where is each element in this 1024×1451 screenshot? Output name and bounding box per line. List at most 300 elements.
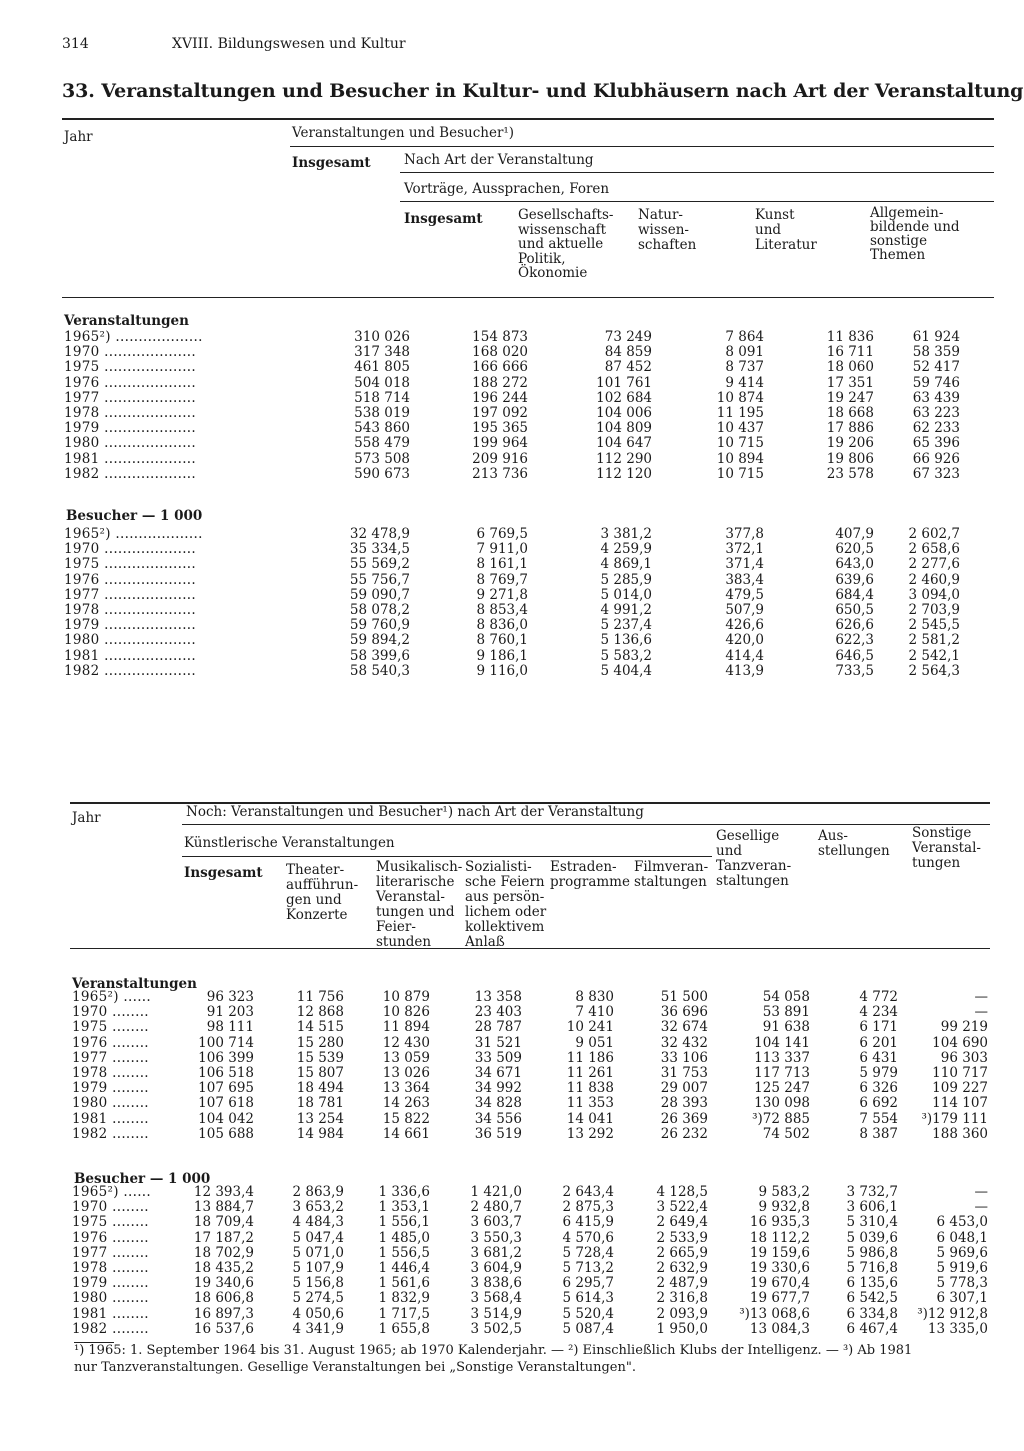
t1-header-c2: Gesellschafts- wissenschaft und aktuelle Politik, Ökonomie: [518, 207, 614, 281]
value-cell: 99 219: [940, 1019, 988, 1036]
value-cell: 8 769,7: [476, 571, 528, 588]
year-cell: 1980 ........: [72, 1095, 149, 1112]
table-row: [64, 618, 960, 633]
value-cell: 11 894: [382, 1019, 430, 1036]
value-cell: 5 520,4: [562, 1305, 614, 1322]
year-cell: 1978 ....................: [64, 602, 196, 619]
value-cell: 112 290: [596, 450, 652, 467]
value-cell: 2 533,9: [656, 1229, 708, 1246]
value-cell: 5 107,9: [292, 1260, 344, 1277]
value-cell: 2 649,4: [656, 1214, 708, 1231]
value-cell: 5 404,4: [600, 662, 652, 679]
value-cell: 18 435,2: [193, 1260, 254, 1277]
t2-section-besucher: Besucher — 1 000: [74, 1171, 211, 1187]
value-cell: 504 018: [354, 374, 410, 391]
value-cell: 166 666: [472, 359, 528, 376]
value-cell: 2 632,9: [656, 1260, 708, 1277]
table-row: [64, 557, 960, 572]
year-cell: 1980 ....................: [64, 435, 196, 452]
value-cell: 113 337: [754, 1049, 810, 1066]
value-cell: 12 868: [296, 1004, 344, 1021]
value-cell: 5 136,6: [600, 632, 652, 649]
value-cell: 11 195: [716, 405, 764, 422]
value-cell: 19 677,7: [749, 1290, 810, 1307]
value-cell: 3 514,9: [470, 1305, 522, 1322]
table-row: [72, 1246, 988, 1261]
t1-header-top: Veranstaltungen und Besucher¹): [292, 125, 515, 141]
value-cell: 197 092: [472, 405, 528, 422]
value-cell: 209 916: [472, 450, 528, 467]
value-cell: 5 969,6: [936, 1244, 988, 1261]
year-cell: 1979 ....................: [64, 617, 196, 634]
value-cell: 19 670,4: [749, 1275, 810, 1292]
value-cell: 73 249: [604, 329, 652, 345]
year-cell: 1980 ....................: [64, 632, 196, 649]
value-cell: 105 688: [198, 1125, 254, 1142]
t1-header-bottom-rule: [62, 297, 994, 298]
value-cell: 7 911,0: [476, 541, 528, 558]
t1-header-vortraege: Vorträge, Aussprachen, Foren: [404, 181, 610, 197]
value-cell: 6 453,0: [936, 1214, 988, 1231]
value-cell: 3 094,0: [908, 586, 960, 603]
value-cell: ³)72 885: [752, 1110, 810, 1127]
value-cell: 107 695: [198, 1080, 254, 1097]
t1-top-rule: [62, 118, 994, 120]
t2-header-kuenstlerische: Künstlerische Veranstaltungen: [184, 835, 395, 851]
value-cell: 4 259,9: [600, 541, 652, 558]
year-cell: 1978 ........: [72, 1260, 149, 1277]
t2-header-c4: Sozialisti- sche Feiern aus persön- lichem oder kollektivem Anlaß: [465, 859, 547, 950]
value-cell: 3 522,4: [656, 1199, 708, 1216]
value-cell: 8 853,4: [476, 602, 528, 619]
value-cell: 28 787: [474, 1019, 522, 1036]
t2-table-veranstaltungen: [72, 990, 988, 1142]
value-cell: 6 135,6: [846, 1275, 898, 1292]
t1-header-jahr: Jahr: [64, 129, 93, 145]
value-cell: 2 665,9: [656, 1244, 708, 1261]
value-cell: 11 756: [296, 989, 344, 1005]
table-row: [72, 1081, 988, 1096]
value-cell: 372,1: [725, 541, 764, 558]
year-cell: 1979 ........: [72, 1275, 149, 1292]
value-cell: 59 746: [912, 374, 960, 391]
year-cell: 1977 ........: [72, 1244, 149, 1261]
value-cell: 32 674: [660, 1019, 708, 1036]
value-cell: 34 828: [474, 1095, 522, 1112]
t1-header-c3: Natur- wissen- schaften: [638, 207, 697, 253]
value-cell: 310 026: [354, 329, 410, 345]
table-row: [72, 1307, 988, 1322]
t1-table-besucher: [64, 527, 960, 679]
t1-rule-c: [400, 201, 994, 202]
table-row: [64, 406, 960, 421]
t2-header-c9: Sonstige Veranstal- tungen: [912, 825, 981, 871]
value-cell: 34 671: [474, 1065, 522, 1082]
value-cell: 188 360: [932, 1125, 988, 1142]
t1-rule-a: [290, 146, 994, 147]
value-cell: 5 039,6: [846, 1229, 898, 1246]
value-cell: 51 500: [660, 989, 708, 1005]
value-cell: 18 606,8: [193, 1290, 254, 1307]
value-cell: 14 263: [382, 1095, 430, 1112]
table-row: [72, 1005, 988, 1020]
value-cell: 3 838,6: [470, 1275, 522, 1292]
value-cell: 377,8: [725, 526, 764, 542]
value-cell: 9 414: [725, 374, 764, 391]
table-row: [72, 1036, 988, 1051]
value-cell: 16 897,3: [193, 1305, 254, 1322]
value-cell: 3 604,9: [470, 1260, 522, 1277]
value-cell: 3 381,2: [600, 526, 652, 542]
value-cell: 5 583,2: [600, 647, 652, 664]
value-cell: 5 979: [859, 1065, 898, 1082]
year-cell: 1970 ....................: [64, 344, 196, 361]
value-cell: 2 658,6: [908, 541, 960, 558]
t2-rule-b: [182, 856, 712, 857]
value-cell: 16 711: [826, 344, 874, 361]
value-cell: 17 187,2: [193, 1229, 254, 1246]
table-row: [72, 990, 988, 1005]
value-cell: 59 760,9: [349, 617, 410, 634]
value-cell: 1 421,0: [470, 1184, 522, 1200]
table-row: [64, 603, 960, 618]
value-cell: 17 886: [826, 420, 874, 437]
year-cell: 1975 ....................: [64, 556, 196, 573]
year-cell: 1965²) ......: [72, 1184, 151, 1200]
value-cell: 104 006: [596, 405, 652, 422]
value-cell: 2 581,2: [908, 632, 960, 649]
value-cell: 14 661: [382, 1125, 430, 1142]
value-cell: 33 106: [660, 1049, 708, 1066]
value-cell: 10 894: [716, 450, 764, 467]
value-cell: 18 494: [296, 1080, 344, 1097]
value-cell: 63 223: [912, 405, 960, 422]
year-cell: 1978 ....................: [64, 405, 196, 422]
value-cell: 18 060: [826, 359, 874, 376]
t2-header-c8: Aus- stellungen: [818, 828, 890, 859]
value-cell: 11 353: [566, 1095, 614, 1112]
value-cell: 3 568,4: [470, 1290, 522, 1307]
value-cell: 5 614,3: [562, 1290, 614, 1307]
value-cell: 2 602,7: [908, 526, 960, 542]
value-cell: 100 714: [198, 1034, 254, 1051]
value-cell: 4 050,6: [292, 1305, 344, 1322]
value-cell: 9 583,2: [758, 1184, 810, 1200]
value-cell: 2 542,1: [908, 647, 960, 664]
value-cell: 371,4: [725, 556, 764, 573]
value-cell: 16 935,3: [749, 1214, 810, 1231]
value-cell: 6 692: [859, 1095, 898, 1112]
value-cell: 52 417: [912, 359, 960, 376]
value-cell: 5 986,8: [846, 1244, 898, 1261]
value-cell: 114 107: [932, 1095, 988, 1112]
t1-table-veranstaltungen: [64, 330, 960, 482]
value-cell: 8 830: [575, 989, 614, 1005]
value-cell: ³)12 912,8: [917, 1305, 988, 1322]
year-cell: 1981 ........: [72, 1110, 149, 1127]
value-cell: 407,9: [835, 526, 874, 542]
value-cell: 620,5: [835, 541, 874, 558]
value-cell: 18 112,2: [749, 1229, 810, 1246]
value-cell: 65 396: [912, 435, 960, 452]
value-cell: 1 950,0: [656, 1320, 708, 1337]
value-cell: 19 247: [826, 389, 874, 406]
value-cell: 1 353,1: [378, 1199, 430, 1216]
value-cell: 4 991,2: [600, 602, 652, 619]
year-cell: 1965²) ...................: [64, 526, 203, 542]
table-row: [72, 1066, 988, 1081]
value-cell: 61 924: [912, 329, 960, 345]
value-cell: 14 515: [296, 1019, 344, 1036]
year-cell: 1976 ....................: [64, 374, 196, 391]
value-cell: 8 737: [725, 359, 764, 376]
value-cell: 3 603,7: [470, 1214, 522, 1231]
table-row: [64, 649, 960, 664]
value-cell: 479,5: [725, 586, 764, 603]
value-cell: 29 007: [660, 1080, 708, 1097]
table-row: [64, 452, 960, 467]
value-cell: 23 403: [474, 1004, 522, 1021]
value-cell: 102 684: [596, 389, 652, 406]
value-cell: 5 014,0: [600, 586, 652, 603]
year-cell: 1970 ....................: [64, 541, 196, 558]
value-cell: 4 869,1: [600, 556, 652, 573]
value-cell: 26 232: [660, 1125, 708, 1142]
year-cell: 1970 ........: [72, 1004, 149, 1021]
value-cell: 573 508: [354, 450, 410, 467]
value-cell: 1 485,0: [378, 1229, 430, 1246]
value-cell: 55 569,2: [349, 556, 410, 573]
value-cell: 195 365: [472, 420, 528, 437]
year-cell: 1982 ........: [72, 1320, 149, 1337]
table-row: [72, 1261, 988, 1276]
value-cell: 6 201: [859, 1034, 898, 1051]
value-cell: 558 479: [354, 435, 410, 452]
table-row: [64, 542, 960, 557]
table-row: [72, 1112, 988, 1127]
value-cell: 5 237,4: [600, 617, 652, 634]
value-cell: ³)13 068,6: [739, 1305, 810, 1322]
value-cell: 543 860: [354, 420, 410, 437]
value-cell: 6 542,5: [846, 1290, 898, 1307]
table-row: [64, 391, 960, 406]
value-cell: 59 090,7: [349, 586, 410, 603]
value-cell: 10 826: [382, 1004, 430, 1021]
value-cell: 31 521: [474, 1034, 522, 1051]
t2-header-c3: Musikalisch- literarische Veranstal- tungen und Feier- stunden: [376, 859, 463, 950]
value-cell: 10 874: [716, 389, 764, 406]
year-cell: 1977 ....................: [64, 389, 196, 406]
value-cell: 5 713,2: [562, 1260, 614, 1277]
value-cell: 5 778,3: [936, 1275, 988, 1292]
table-row: [64, 360, 960, 375]
year-cell: 1975 ........: [72, 1019, 149, 1036]
value-cell: 107 618: [198, 1095, 254, 1112]
t1-header-c4: Kunst und Literatur: [755, 207, 817, 253]
value-cell: 1 556,1: [378, 1214, 430, 1231]
value-cell: 17 351: [826, 374, 874, 391]
value-cell: 13 358: [474, 989, 522, 1005]
t1-section-veranstaltungen: Veranstaltungen: [64, 313, 189, 329]
value-cell: 26 369: [660, 1110, 708, 1127]
value-cell: 112 120: [596, 465, 652, 482]
value-cell: 1 336,6: [378, 1184, 430, 1200]
t1-header-nach-art: Nach Art der Veranstaltung: [404, 152, 594, 168]
t1-header-c5: Allgemein- bildende und sonstige Themen: [870, 205, 960, 263]
value-cell: 98 111: [206, 1019, 254, 1036]
value-cell: 15 539: [296, 1049, 344, 1066]
value-cell: 11 838: [566, 1080, 614, 1097]
value-cell: 2 460,9: [908, 571, 960, 588]
value-cell: 9 186,1: [476, 647, 528, 664]
value-cell: 74 502: [762, 1125, 810, 1142]
value-cell: 13 335,0: [927, 1320, 988, 1337]
value-cell: 5 274,5: [292, 1290, 344, 1307]
t1-header-insgesamt: Insgesamt: [292, 155, 371, 171]
value-cell: 1 717,5: [378, 1305, 430, 1322]
value-cell: 1 561,6: [378, 1275, 430, 1292]
value-cell: 36 519: [474, 1125, 522, 1142]
value-cell: 507,9: [725, 602, 764, 619]
value-cell: 16 537,6: [193, 1320, 254, 1337]
value-cell: 10 241: [566, 1019, 614, 1036]
value-cell: 4 484,3: [292, 1214, 344, 1231]
value-cell: 18 668: [826, 405, 874, 422]
value-cell: 4 772: [859, 989, 898, 1005]
value-cell: 10 437: [716, 420, 764, 437]
value-cell: 420,0: [725, 632, 764, 649]
value-cell: 2 875,3: [562, 1199, 614, 1216]
table-row: [64, 573, 960, 588]
t1-rule-b: [400, 172, 994, 173]
value-cell: 104 647: [596, 435, 652, 452]
value-cell: 106 399: [198, 1049, 254, 1066]
value-cell: 684,4: [835, 586, 874, 603]
value-cell: 426,6: [725, 617, 764, 634]
value-cell: 9 051: [575, 1034, 614, 1051]
table-row: [72, 1215, 988, 1230]
t1-header-c1: Insgesamt: [404, 211, 483, 227]
value-cell: 3 681,2: [470, 1244, 522, 1261]
value-cell: 58 540,3: [349, 662, 410, 679]
value-cell: 7 864: [725, 329, 764, 345]
value-cell: ³)179 111: [921, 1110, 988, 1127]
value-cell: 590 673: [354, 465, 410, 482]
value-cell: 3 606,1: [846, 1199, 898, 1216]
table-row: [72, 1020, 988, 1035]
value-cell: 2 277,6: [908, 556, 960, 573]
value-cell: 6 048,1: [936, 1229, 988, 1246]
value-cell: 110 717: [932, 1065, 988, 1082]
value-cell: 196 244: [472, 389, 528, 406]
table-row: [72, 1185, 988, 1200]
value-cell: 1 655,8: [378, 1320, 430, 1337]
value-cell: 8 836,0: [476, 617, 528, 634]
year-cell: 1965²) ......: [72, 989, 151, 1005]
value-cell: 96 323: [206, 989, 254, 1005]
value-cell: —: [974, 1199, 988, 1216]
value-cell: 646,5: [835, 647, 874, 664]
value-cell: 67 323: [912, 465, 960, 482]
value-cell: 650,5: [835, 602, 874, 619]
table-title: 33. Veranstaltungen und Besucher in Kultur- und Klubhäusern nach Art der Veranstaltung: [62, 80, 1024, 102]
value-cell: 12 393,4: [193, 1184, 254, 1200]
table-row: [72, 1291, 988, 1306]
value-cell: 6 415,9: [562, 1214, 614, 1231]
value-cell: 10 715: [716, 465, 764, 482]
value-cell: 622,3: [835, 632, 874, 649]
value-cell: 19 806: [826, 450, 874, 467]
value-cell: 130 098: [754, 1095, 810, 1112]
value-cell: 2 863,9: [292, 1184, 344, 1200]
value-cell: 199 964: [472, 435, 528, 452]
value-cell: 3 732,7: [846, 1184, 898, 1200]
value-cell: 15 822: [382, 1110, 430, 1127]
table-row: [64, 633, 960, 648]
value-cell: 6 171: [859, 1019, 898, 1036]
year-cell: 1976 ........: [72, 1229, 149, 1246]
table-row: [64, 330, 960, 345]
value-cell: 6 326: [859, 1080, 898, 1097]
table-row: [72, 1096, 988, 1111]
value-cell: 188 272: [472, 374, 528, 391]
value-cell: 109 227: [932, 1080, 988, 1097]
value-cell: 1 446,4: [378, 1260, 430, 1277]
t2-table-besucher: [72, 1185, 988, 1337]
year-cell: 1979 ....................: [64, 420, 196, 437]
value-cell: 58 078,2: [349, 602, 410, 619]
value-cell: 1 832,9: [378, 1290, 430, 1307]
table-row: [72, 1276, 988, 1291]
value-cell: 626,6: [835, 617, 874, 634]
t2-header-c5: Estraden- programme: [550, 859, 630, 890]
table-row: [64, 376, 960, 391]
value-cell: 4 128,5: [656, 1184, 708, 1200]
value-cell: 538 019: [354, 405, 410, 422]
year-cell: 1978 ........: [72, 1065, 149, 1082]
value-cell: 8 161,1: [476, 556, 528, 573]
value-cell: 213 736: [472, 465, 528, 482]
value-cell: 461 805: [354, 359, 410, 376]
value-cell: 5 285,9: [600, 571, 652, 588]
value-cell: 19 159,6: [749, 1244, 810, 1261]
value-cell: 84 859: [604, 344, 652, 361]
value-cell: 5 156,8: [292, 1275, 344, 1292]
t2-header-c2: Theater- aufführun- gen und Konzerte: [286, 862, 359, 923]
year-cell: 1965²) ...................: [64, 329, 203, 345]
value-cell: 383,4: [725, 571, 764, 588]
value-cell: 8 387: [859, 1125, 898, 1142]
value-cell: 58 359: [912, 344, 960, 361]
value-cell: 117 713: [754, 1065, 810, 1082]
value-cell: 4 234: [859, 1004, 898, 1021]
year-cell: 1976 ....................: [64, 571, 196, 588]
value-cell: 35 334,5: [349, 541, 410, 558]
value-cell: 12 430: [382, 1034, 430, 1051]
value-cell: 7 554: [859, 1110, 898, 1127]
value-cell: 104 042: [198, 1110, 254, 1127]
value-cell: 55 756,7: [349, 571, 410, 588]
value-cell: 3 653,2: [292, 1199, 344, 1216]
value-cell: 6 334,8: [846, 1305, 898, 1322]
value-cell: 639,6: [835, 571, 874, 588]
value-cell: 101 761: [596, 374, 652, 391]
year-cell: 1979 ........: [72, 1080, 149, 1097]
chapter-title: XVIII. Bildungswesen und Kultur: [172, 36, 406, 52]
value-cell: 18 781: [296, 1095, 344, 1112]
value-cell: 91 203: [206, 1004, 254, 1021]
value-cell: 8 760,1: [476, 632, 528, 649]
